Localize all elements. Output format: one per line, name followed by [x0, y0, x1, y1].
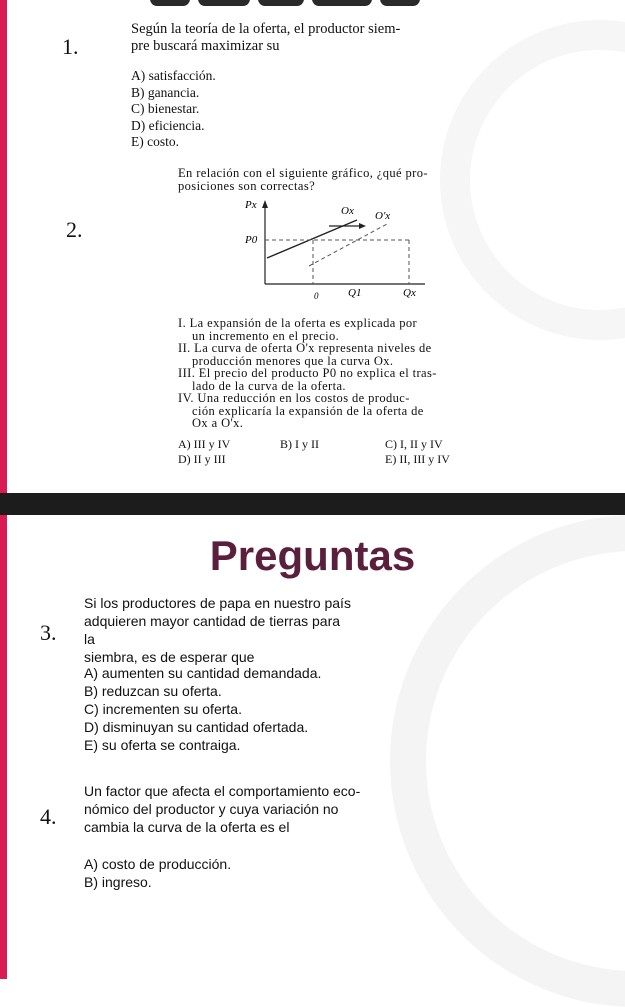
answer-options [131, 68, 216, 151]
stem-line: En relación con el siguiente gráfico, ¿qué pro- [178, 166, 428, 180]
stem-line: Si los productores de papa en nuestro país [84, 595, 351, 611]
option-b[interactable]: B) I y II [280, 437, 319, 451]
origin-label: 0 [314, 291, 319, 301]
supply-curve-o-prime-x [309, 224, 387, 266]
section-divider [0, 493, 625, 515]
option-a[interactable]: A) III y IV [178, 437, 231, 451]
option-a[interactable]: A) aumenten su cantidad demandada. [84, 665, 322, 681]
y-axis-arrow [262, 200, 268, 208]
statement-line: un incremento en el precio. [192, 328, 340, 343]
question-stem [131, 21, 400, 55]
option-d[interactable]: D) II y III [178, 452, 226, 466]
statement-line: ción explicaría la expansión de la oferta de [192, 403, 424, 418]
option-d[interactable]: D) eficiencia. [131, 117, 205, 133]
background-decor-circle [390, 515, 625, 1007]
stem-line: siembra, es de esperar que [84, 649, 255, 665]
option-b[interactable]: B) ingreso. [84, 874, 152, 890]
question-number: 4. [40, 804, 57, 829]
question-stem [178, 167, 428, 192]
option-d[interactable]: D) disminuyan su cantidad ofertada. [84, 719, 309, 735]
q1-label: Q1 [348, 287, 362, 299]
statement-line: Ox a O'x. [192, 416, 244, 430]
shift-arrow-head [359, 223, 366, 229]
option-c[interactable]: C) I, II y IV [385, 437, 443, 451]
stem-line: pre buscará maximizar su [131, 38, 280, 54]
option-a[interactable]: A) costo de producción. [84, 856, 232, 872]
option-b[interactable]: B) reduzcan su oferta. [84, 683, 222, 699]
section-title: Preguntas [209, 532, 416, 579]
answer-options [84, 664, 321, 754]
qx-label: Qx [403, 287, 416, 299]
stem-line: posiciones son correctas? [178, 178, 316, 193]
option-c[interactable]: C) incrementen su oferta. [84, 701, 242, 717]
stem-line: cambia la curva de la oferta es el [84, 819, 290, 835]
statements-list [178, 317, 498, 430]
option-b[interactable]: B) ganancia. [131, 84, 200, 100]
stem-line: Un factor que afecta el comportamiento eco- [84, 783, 361, 799]
curve-label-o-prime-x: O'x [375, 210, 391, 222]
supply-graph [225, 196, 445, 306]
option-a[interactable]: A) satisfacción. [131, 68, 216, 83]
statement-line: IV. Una reducción en los costos de produc- [178, 391, 410, 405]
stem-line: nómico del productor y cuya variación no [84, 801, 339, 817]
option-e[interactable]: E) su oferta se contraiga. [84, 737, 241, 753]
statement-line: III. El precio del producto P0 no explica el tras- [178, 366, 437, 380]
statement-line: I. La expansión de la oferta es explicada por [178, 316, 418, 330]
statement-line: lado de la curva de la oferta. [192, 378, 346, 393]
question-number: 2. [66, 217, 83, 242]
option-e[interactable]: E) costo. [131, 134, 179, 149]
answer-options [84, 855, 231, 891]
price-label: P0 [245, 234, 258, 246]
option-e[interactable]: E) II, III y IV [385, 452, 450, 466]
top-cropped-heading [150, 0, 420, 6]
curve-label-ox: Ox [341, 205, 354, 217]
accent-stripe [0, 0, 7, 979]
statement-line: II. La curva de oferta O'x representa niveles de [178, 341, 432, 355]
stem-line: Según la teoría de la oferta, el productor siem- [131, 21, 401, 37]
option-c[interactable]: C) bienestar. [131, 101, 200, 116]
stem-line: adquieren mayor cantidad de tierras para la [84, 613, 341, 647]
question-number: 3. [40, 620, 57, 645]
background-decor-circle [440, 20, 625, 340]
statement-line: producción menores que la curva Ox. [192, 353, 394, 368]
question-number: 1. [62, 34, 79, 59]
question-stem [84, 594, 354, 666]
y-axis-label: Px [245, 199, 257, 211]
question-stem [84, 782, 364, 836]
